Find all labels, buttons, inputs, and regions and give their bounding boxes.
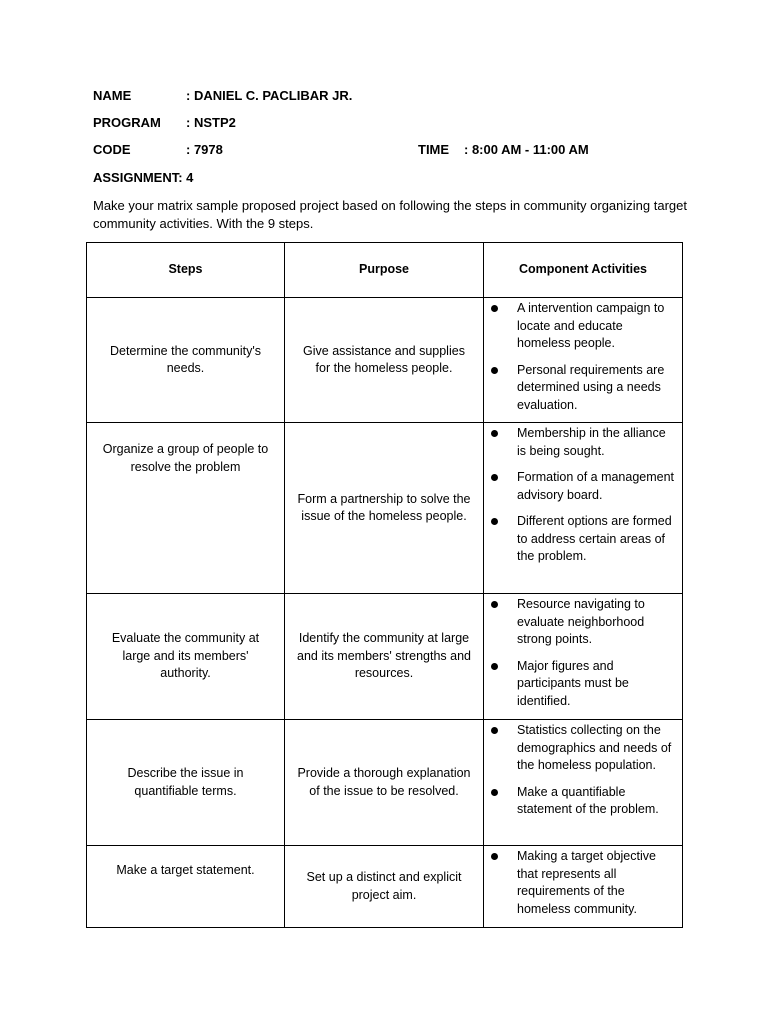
activity-text: Formation of a management advisory board. bbox=[517, 470, 675, 502]
activities-cell bbox=[484, 846, 683, 928]
activity-item bbox=[484, 722, 678, 775]
activities-cell bbox=[484, 423, 683, 594]
step-cell: Organize a group of people to resolve the problem bbox=[87, 423, 285, 594]
header-purpose: Purpose bbox=[285, 243, 484, 298]
step-cell: Describe the issue in quantifiable terms. bbox=[87, 720, 285, 846]
table-row bbox=[87, 846, 683, 928]
activity-item bbox=[484, 784, 678, 819]
purpose-cell: Set up a distinct and explicit project aim. bbox=[285, 846, 484, 928]
purpose-cell: Identify the community at large and its members' strengths and resources. bbox=[285, 594, 484, 720]
table-row bbox=[87, 594, 683, 720]
step-cell: Determine the community's needs. bbox=[87, 298, 285, 423]
activity-text: Major figures and participants must be identified. bbox=[517, 658, 629, 708]
bullet-icon bbox=[491, 474, 498, 481]
activity-item bbox=[484, 658, 678, 711]
purpose-cell: Give assistance and supplies for the homeless people. bbox=[285, 298, 484, 423]
activity-text: Different options are formed to address certain areas of the problem. bbox=[517, 514, 672, 563]
activity-item bbox=[484, 848, 678, 918]
program-value: : NSTP2 bbox=[186, 115, 236, 130]
program-label: PROGRAM bbox=[93, 115, 161, 130]
bullet-icon bbox=[491, 727, 498, 734]
time-label: TIME bbox=[418, 142, 450, 157]
bullet-icon bbox=[491, 663, 498, 670]
bullet-icon bbox=[491, 789, 498, 796]
activity-item bbox=[484, 362, 678, 415]
activity-item bbox=[484, 469, 678, 504]
purpose-cell: Provide a thorough explanation of the issue to be resolved. bbox=[285, 720, 484, 846]
code-value: : 7978 bbox=[186, 142, 223, 157]
time-value: : 8:00 AM - 11:00 AM bbox=[464, 142, 589, 157]
activity-text: Statistics collecting on the demographics and needs of the homeless population. bbox=[517, 723, 672, 772]
table-header-row bbox=[87, 243, 683, 298]
name-label: NAME bbox=[93, 88, 132, 103]
bullet-icon bbox=[491, 305, 498, 312]
bullet-icon bbox=[491, 518, 498, 525]
instructions-text: Make your matrix sample proposed project based on following the steps in community organizing target community activities. With the 9 steps. bbox=[93, 198, 687, 231]
community-organizing-matrix bbox=[86, 242, 683, 928]
assignment-label: ASSIGNMENT: 4 bbox=[93, 170, 194, 185]
activity-text: Making a target objective that represents all requirements of the homeless community. bbox=[517, 849, 656, 916]
activity-text: Membership in the alliance is being sought. bbox=[517, 426, 666, 458]
bullet-icon bbox=[491, 367, 498, 374]
activity-item bbox=[484, 425, 678, 460]
activity-item bbox=[484, 300, 678, 353]
activities-cell bbox=[484, 298, 683, 423]
table-row bbox=[87, 298, 683, 423]
activity-text: Personal requirements are determined using a needs evaluation. bbox=[517, 362, 665, 412]
activity-text: A intervention campaign to locate and educate homeless people. bbox=[517, 301, 665, 350]
table-row bbox=[87, 720, 683, 846]
bullet-icon bbox=[491, 430, 498, 437]
header-steps: Steps bbox=[87, 243, 285, 298]
activity-text: Resource navigating to evaluate neighborhood strong points. bbox=[517, 597, 645, 646]
activity-item bbox=[484, 513, 678, 566]
activity-text: Make a quantifiable statement of the problem. bbox=[517, 784, 659, 816]
header-component-activities: Component Activities bbox=[484, 243, 683, 298]
name-value: : DANIEL C. PACLIBAR JR. bbox=[186, 88, 353, 103]
activities-cell bbox=[484, 720, 683, 846]
step-cell: Evaluate the community at large and its members' authority. bbox=[87, 594, 285, 720]
activity-item bbox=[484, 596, 678, 649]
bullet-icon bbox=[491, 601, 498, 608]
purpose-cell: Form a partnership to solve the issue of the homeless people. bbox=[285, 423, 484, 594]
bullet-icon bbox=[491, 853, 498, 860]
table-row bbox=[87, 423, 683, 594]
activities-cell bbox=[484, 594, 683, 720]
code-label: CODE bbox=[93, 142, 131, 157]
step-cell: Make a target statement. bbox=[87, 846, 285, 928]
